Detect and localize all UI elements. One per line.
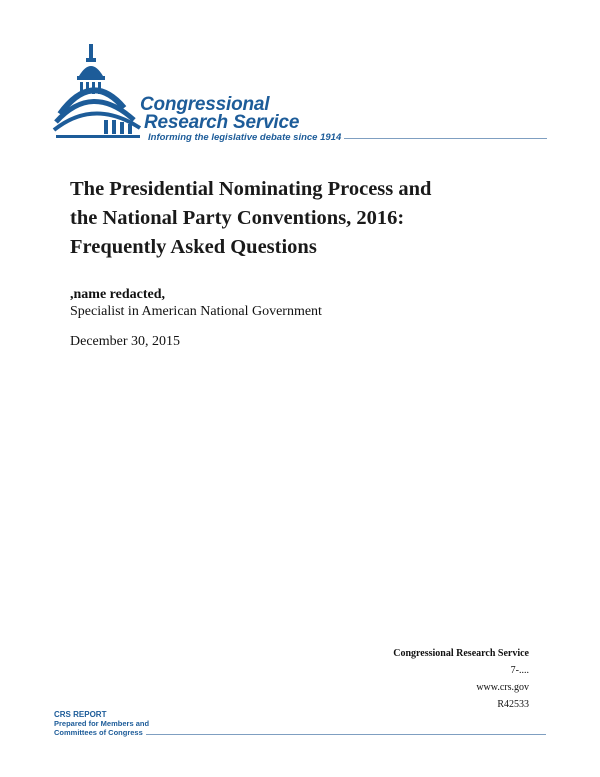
crs-logo [52, 42, 552, 152]
brand-name-line2: Research Service [144, 112, 300, 133]
author-title: Specialist in American National Government [70, 304, 322, 319]
phone-number: 7-.... [510, 665, 529, 676]
footer-label: CRS REPORT [54, 710, 107, 719]
report-number: R42533 [497, 699, 529, 710]
report-title [70, 175, 540, 262]
footer-divider [146, 734, 546, 735]
organization-name: Congressional Research Service [393, 648, 529, 659]
website-link[interactable]: www.crs.gov [476, 682, 529, 693]
footer-line: Committees of Congress [54, 728, 143, 737]
tagline-divider [344, 138, 547, 139]
title-line: the National Party Conventions, 2016: [70, 207, 405, 229]
capitol-dome-icon [52, 42, 147, 147]
contact-block [393, 645, 529, 713]
report-date: December 30, 2015 [70, 334, 181, 349]
crs-report-footer [54, 710, 149, 737]
footer-line: Prepared for Members and [54, 719, 150, 728]
title-line: The Presidential Nominating Process and [70, 178, 432, 200]
author-name: ,name redacted, [70, 287, 165, 302]
brand-name-line1: Congressional [140, 94, 270, 115]
brand-tagline: Informing the legislative debate since 1914 [148, 132, 342, 143]
title-line: Frequently Asked Questions [70, 236, 317, 258]
